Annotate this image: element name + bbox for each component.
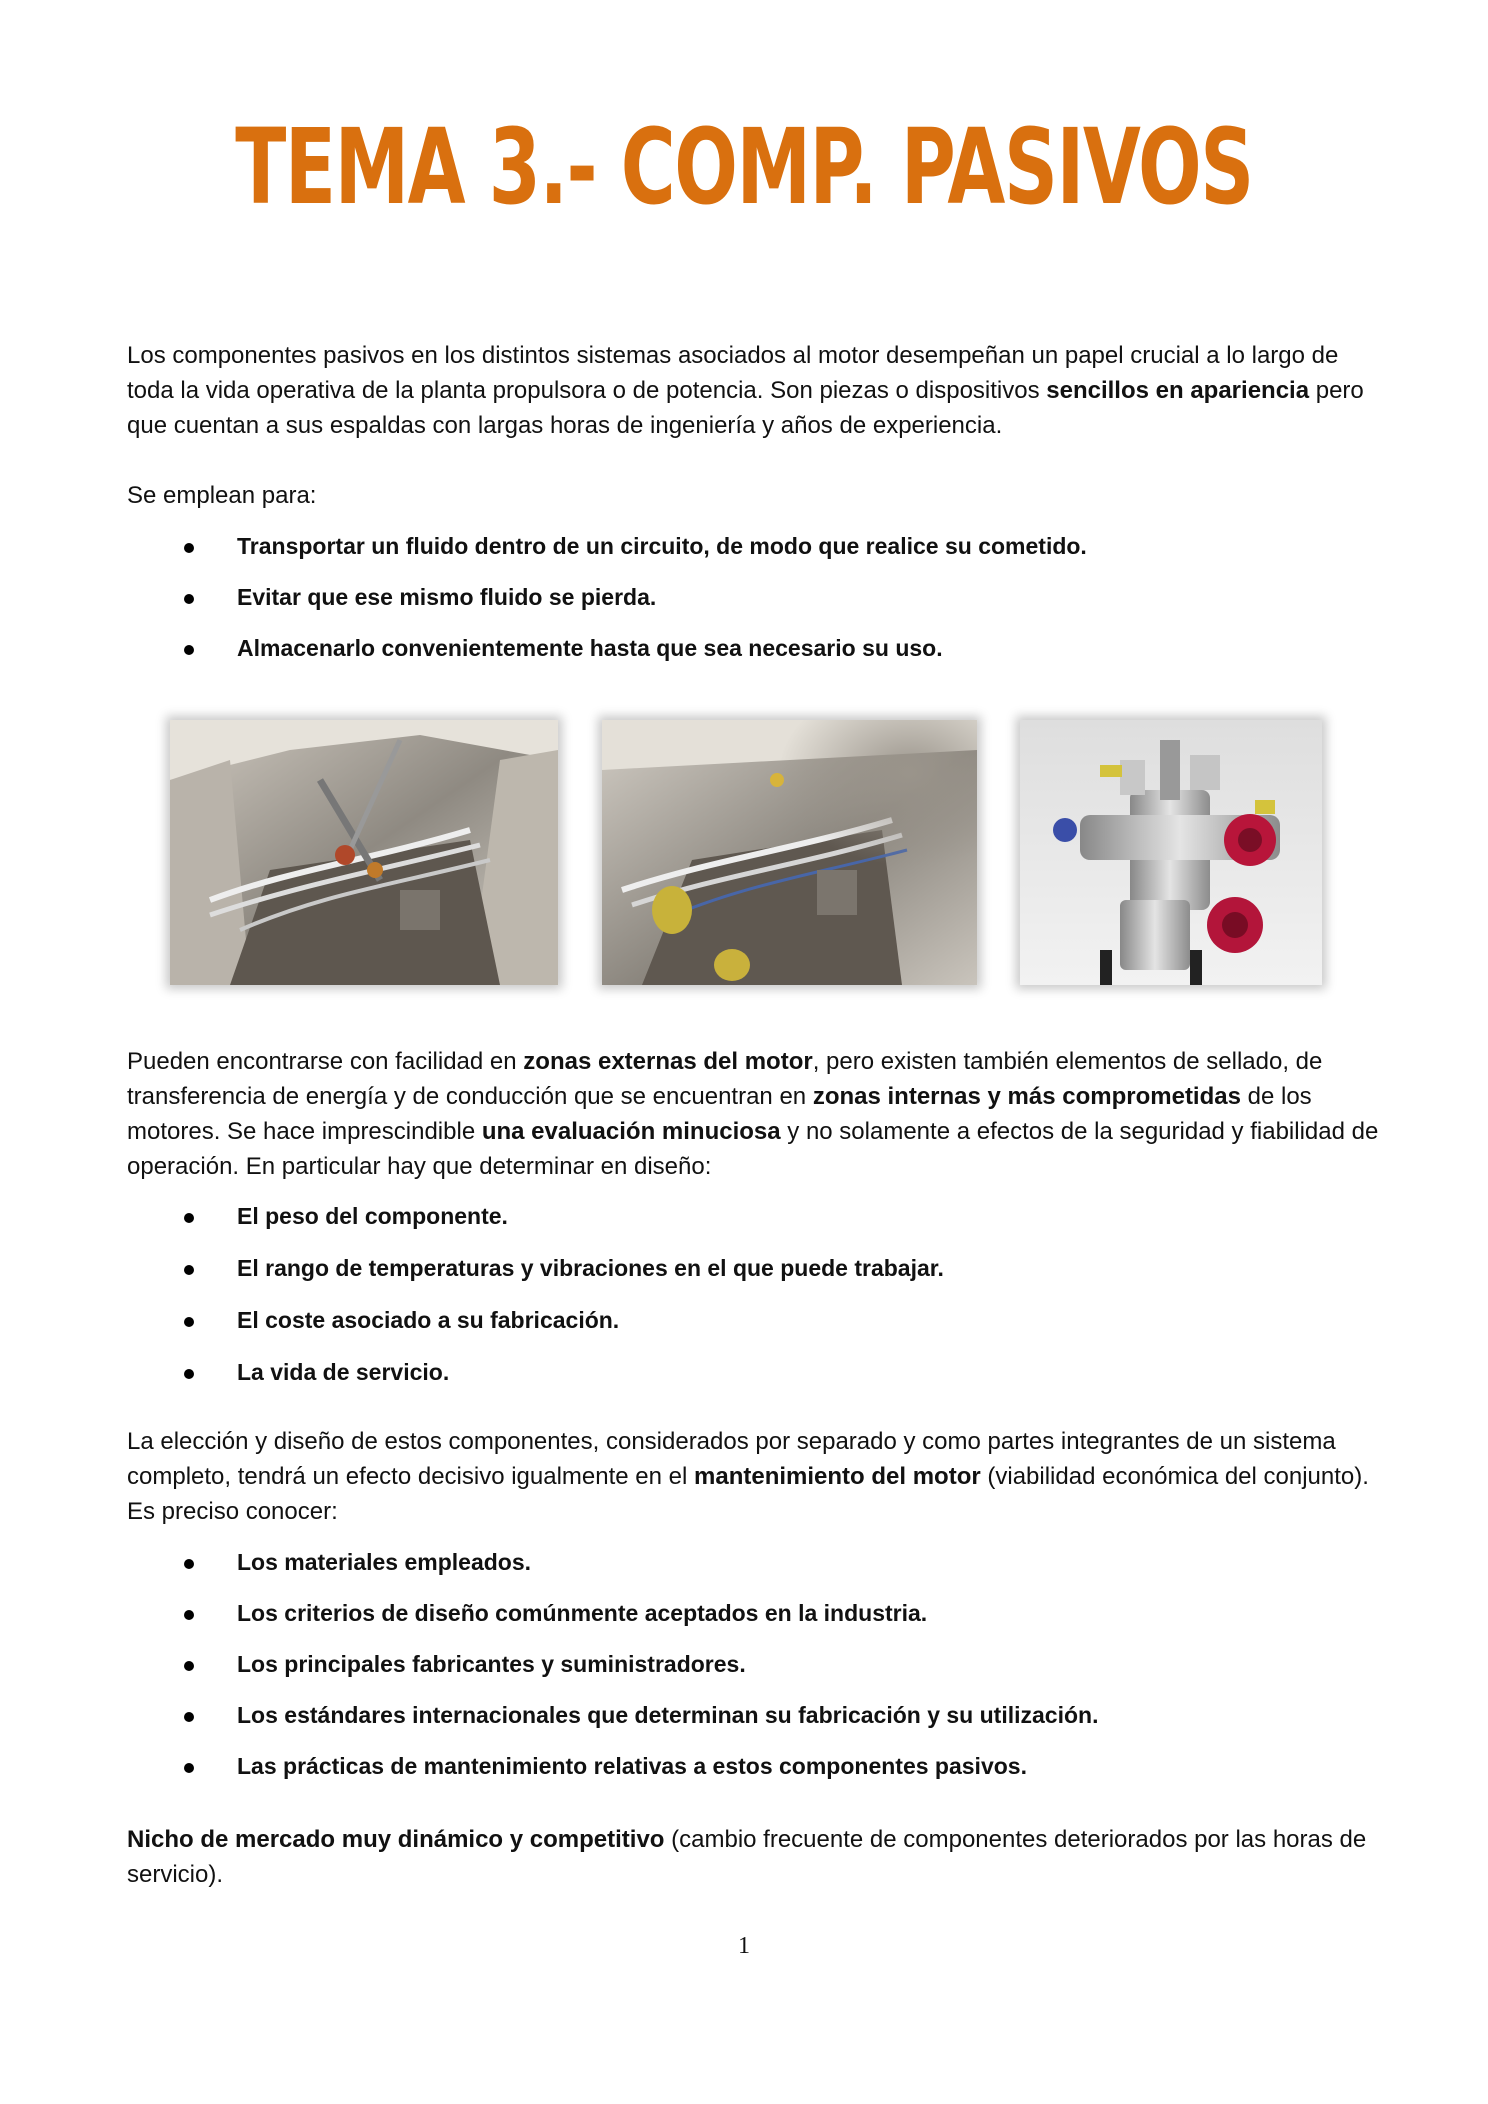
bullet-icon — [184, 1763, 194, 1773]
intro-emphasis: sencillos en apariencia — [1046, 377, 1310, 404]
market-emphasis: Nicho de mercado muy dinámico y competitivo — [127, 1826, 665, 1853]
list-item: Las prácticas de mantenimiento relativas a estos componentes pasivos. — [127, 1752, 1327, 1803]
manifold-valve-photo — [1020, 720, 1322, 985]
list-item: Almacenarlo convenientemente hasta que sea necesario su uso. — [127, 634, 1327, 685]
page-number: 1 — [738, 1933, 750, 1959]
internal-zones-emphasis: zonas internas y más comprometidas — [812, 1083, 1241, 1110]
intro-text-end: pero que cuentan a sus espaldas con largas horas de ingeniería y años de experiencia. — [127, 377, 1364, 439]
bullet-icon — [184, 1559, 194, 1569]
list-item: Transportar un fluido dentro de un circuito, de modo que realice su cometido. — [127, 532, 1327, 583]
intro-text: Los componentes pasivos en los distintos sistemas asociados al motor desempeñan un papel crucial a lo largo de toda la vida operativa de la planta propulsora o de potencia. Son piezas o dispositivos — [127, 342, 1339, 404]
bullet-icon — [184, 1712, 194, 1722]
list-item: Los estándares internacionales que determinan su fabricación y su utilización. — [127, 1701, 1327, 1752]
selection-paragraph: La elección y diseño de estos componentes, considerados por separado y como partes integrantes de un sistema completo, tendrá un efecto decisivo igualmente en el mantenimiento del motor (viabilidad económica del conjunto). Es preciso conocer: — [127, 1428, 1369, 1525]
list-item: Los materiales empleados. — [127, 1548, 1327, 1599]
list-item: El rango de temperaturas y vibraciones en el que puede trabajar. — [127, 1254, 1327, 1306]
bullet-icon — [184, 594, 194, 604]
page-title: TEMA 3.- COMP. PASIVOS — [235, 106, 1253, 228]
market-paragraph: Nicho de mercado muy dinámico y competitivo (cambio frecuente de componentes deteriorados por las horas de servicio). — [127, 1826, 1367, 1888]
bullet-icon — [184, 1317, 194, 1327]
external-zones-emphasis: zonas externas del motor — [523, 1048, 813, 1075]
engine-bay-blurred-photo — [602, 720, 977, 985]
design-list — [127, 1202, 1327, 1410]
evaluation-emphasis: una evaluación minuciosa — [481, 1118, 781, 1145]
bullet-icon — [184, 1661, 194, 1671]
bullet-icon — [184, 543, 194, 553]
bullet-icon — [184, 1610, 194, 1620]
list-item: Evitar que ese mismo fluido se pierda. — [127, 583, 1327, 634]
list-item: Los principales fabricantes y suministradores. — [127, 1650, 1327, 1701]
engine-bay-photo — [170, 720, 558, 985]
maintenance-emphasis: mantenimiento del motor — [694, 1463, 981, 1490]
list-item: El coste asociado a su fabricación. — [127, 1306, 1327, 1358]
list-item: Los criterios de diseño comúnmente aceptados en la industria. — [127, 1599, 1327, 1650]
uses-intro: Se emplean para: — [127, 482, 317, 509]
intro-paragraph — [127, 338, 1385, 443]
list-item: La vida de servicio. — [127, 1358, 1327, 1410]
bullet-icon — [184, 1265, 194, 1275]
knowledge-list — [127, 1548, 1327, 1803]
uses-list — [127, 532, 1327, 685]
bullet-icon — [184, 1213, 194, 1223]
bullet-icon — [184, 645, 194, 655]
list-item: El peso del componente. — [127, 1202, 1327, 1254]
bullet-icon — [184, 1369, 194, 1379]
location-paragraph: Pueden encontrarse con facilidad en zonas externas del motor, pero existen también elementos de sellado, de transferencia de energía y de conducción que se encuentran en zonas internas y más comprometidas de los motores. Se hace imprescindible una evaluación minuciosa y no solamente a efectos de la seguridad y fiabilidad de operación. En particular hay que determinar en diseño: — [127, 1048, 1379, 1180]
